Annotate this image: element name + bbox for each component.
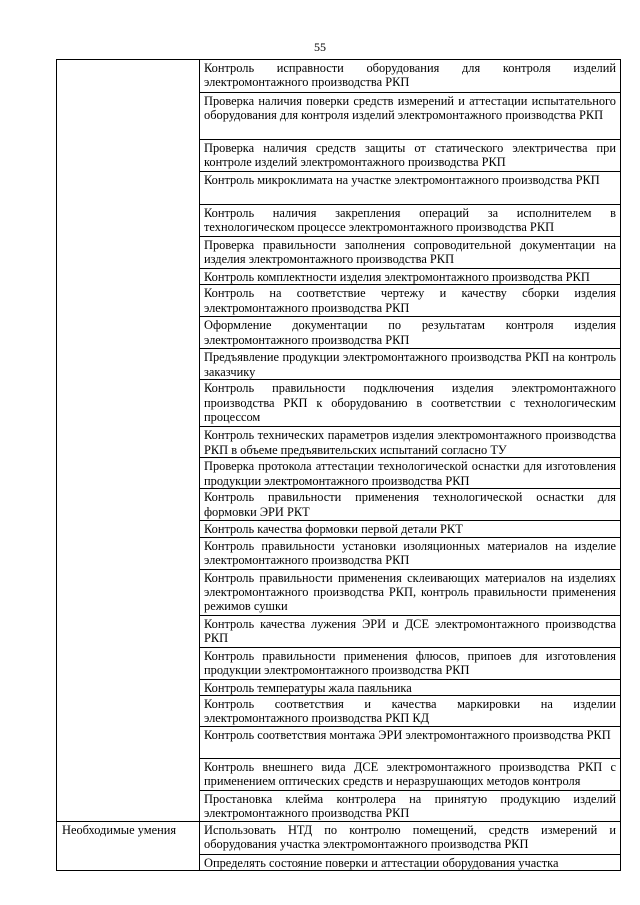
table-cell: Контроль правильности применения склеивающих материалов на изделиях электромонтажного производства РКП, контроль правильности применения режимов сушки xyxy=(200,569,621,615)
table-row xyxy=(57,60,621,93)
table-cell: Проверка протокола аттестации технологической оснастки для изготовления продукции электромонтажного производства РКП xyxy=(200,458,621,489)
table-cell: Проверка правильности заполнения сопроводительной документации на изделия электромонтажного производства РКП xyxy=(200,237,621,269)
table-cell: Контроль на соответствие чертежу и качеству сборки изделия электромонтажного производства РКП xyxy=(200,285,621,317)
table-cell: Контроль соответствия и качества маркировки на изделии электромонтажного производства РКП КД xyxy=(200,695,621,726)
table-cell: Контроль соответствия монтажа ЭРИ электромонтажного производства РКП xyxy=(200,726,621,758)
table-cell: Контроль качества формовки первой детали РКТ xyxy=(200,521,621,537)
table-cell: Контроль температуры жала паяльника xyxy=(200,679,621,695)
table-cell: Проверка наличия поверки средств измерений и аттестации испытательного оборудования для контроля изделий электромонтажного производства РКП xyxy=(200,93,621,140)
table-cell: Определять состояние поверки и аттестации оборудования участка xyxy=(200,854,621,870)
table-cell: Контроль внешнего вида ДСЕ электромонтажного производства РКП с применением оптических средств и неразрушающих методов контроля xyxy=(200,758,621,790)
table-cell: Использовать НТД по контролю помещений, средств измерений и оборудования участка электромонтажного производства РКП xyxy=(200,821,621,854)
table-cell: Контроль технических параметров изделия электромонтажного производства РКП в объеме предъявительских испытаний согласно ТУ xyxy=(200,427,621,458)
table-cell: Контроль правильности применения флюсов, припоев для изготовления продукции электромонтажного производства РКП xyxy=(200,647,621,679)
table-row xyxy=(57,821,621,854)
table-cell: Проверка наличия средств защиты от статического электричества при контроле изделий электромонтажного производства РКП xyxy=(200,140,621,172)
table-cell: Предъявление продукции электромонтажного производства РКП на контроль заказчику xyxy=(200,349,621,380)
table-cell: Контроль микроклимата на участке электромонтажного производства РКП xyxy=(200,172,621,205)
page-number: 55 xyxy=(314,40,326,54)
qualification-table xyxy=(56,59,621,871)
table-cell: Контроль правильности подключения изделия электромонтажного производства РКП к оборудованию в соответствии с технологическим процессом xyxy=(200,380,621,427)
table-cell: Контроль качества лужения ЭРИ и ДСЕ электромонтажного производства РКП xyxy=(200,615,621,647)
row-label-empty xyxy=(57,60,200,822)
table-cell: Контроль правильности установки изоляционных материалов на изделие электромонтажного производства РКП xyxy=(200,537,621,569)
table-cell: Простановка клейма контролера на принятую продукцию изделий электромонтажного производства РКП xyxy=(200,790,621,821)
table-cell: Контроль правильности применения технологической оснастки для формовки ЭРИ РКТ xyxy=(200,489,621,521)
table-cell: Контроль наличия закрепления операций за исполнителем в технологическом процессе электромонтажного производства РКП xyxy=(200,205,621,237)
row-label-skills: Необходимые умения xyxy=(57,821,200,870)
table-cell: Контроль исправности оборудования для контроля изделий электромонтажного производства РКП xyxy=(200,60,621,93)
table-cell: Оформление документации по результатам контроля изделия электромонтажного производства РКП xyxy=(200,317,621,349)
table-cell: Контроль комплектности изделия электромонтажного производства РКП xyxy=(200,269,621,285)
